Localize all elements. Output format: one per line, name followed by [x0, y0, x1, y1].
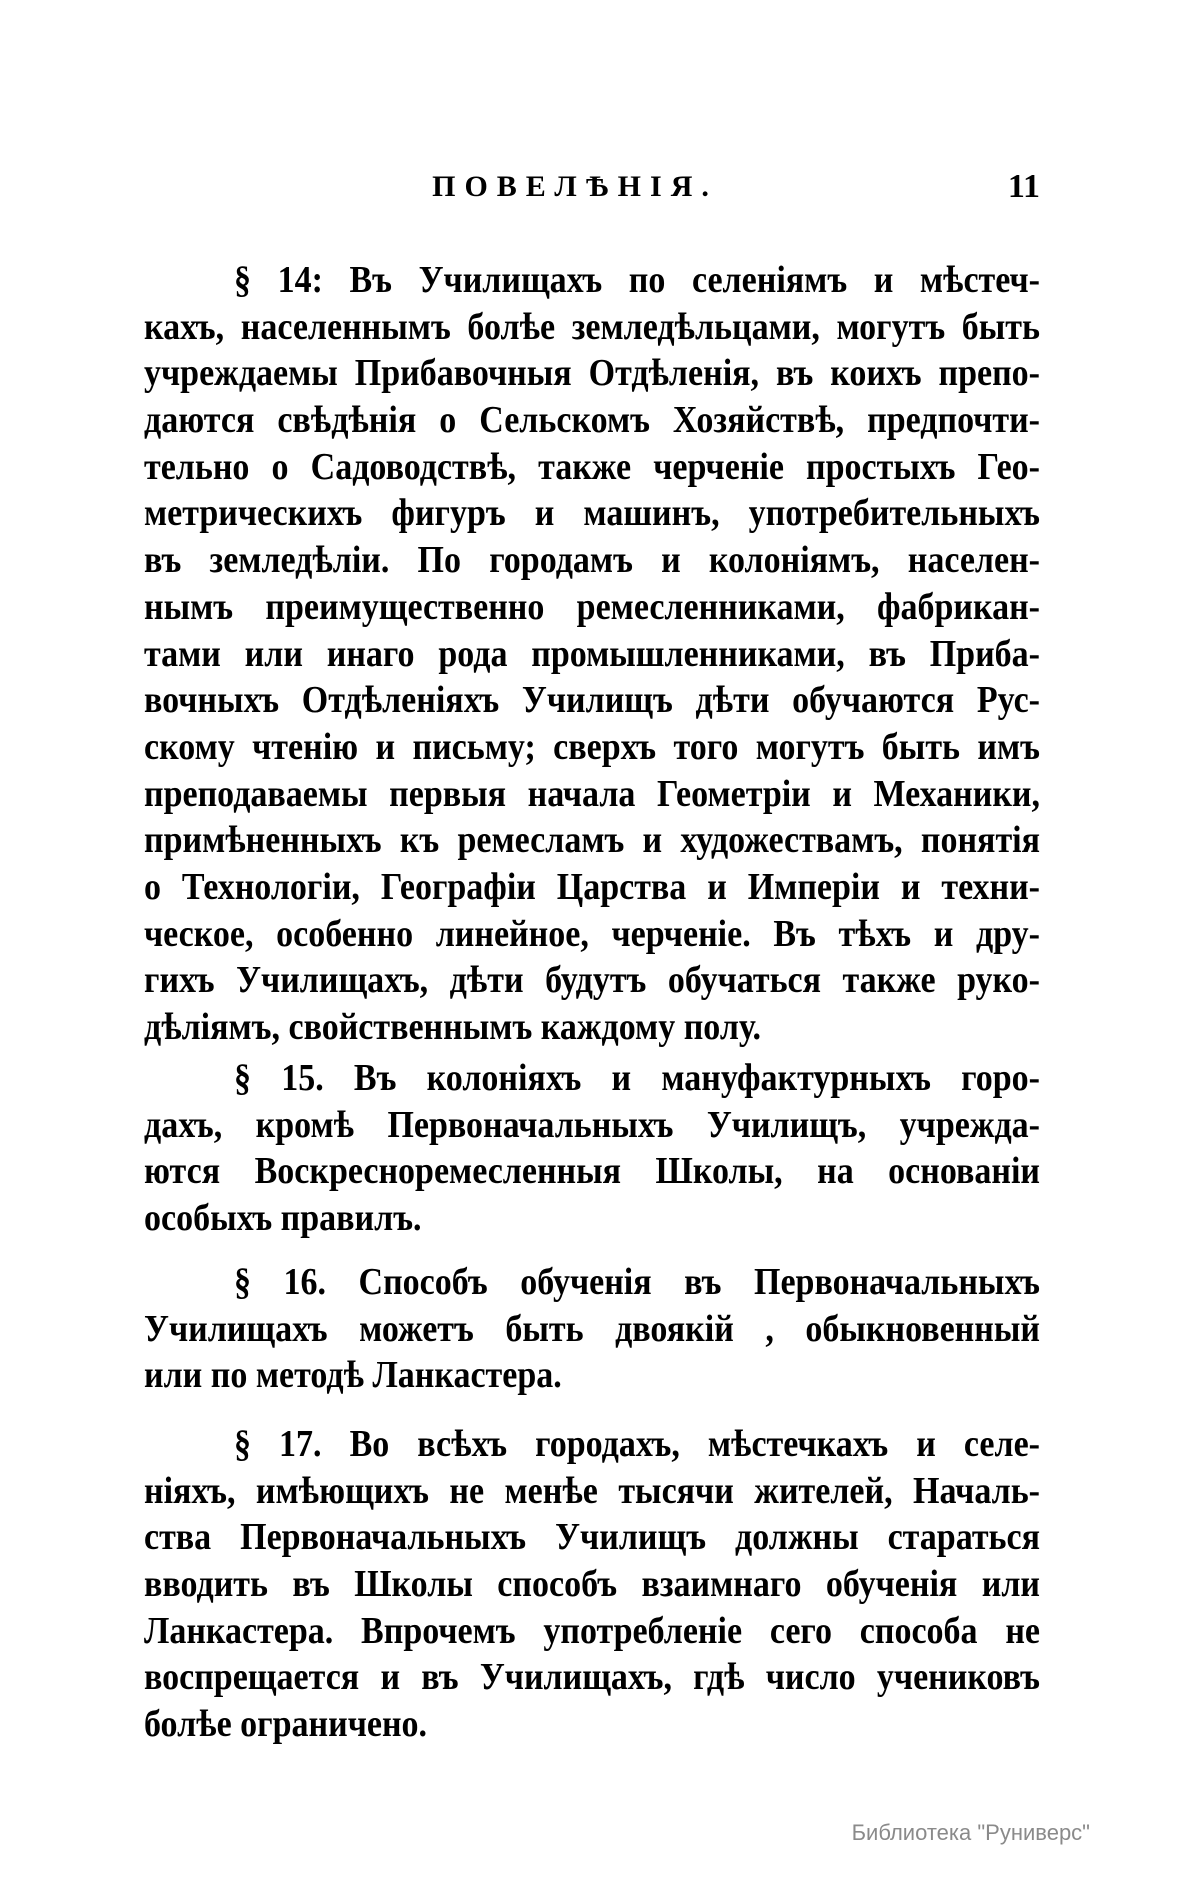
- text-line: о Технологіи, Географіи Царства и Имперіи и техни-: [144, 866, 1040, 909]
- text-line: ства Первоначальныхъ Училищъ должны стараться: [144, 1517, 1040, 1559]
- text-line: болѣе ограничено.: [144, 1703, 428, 1746]
- paragraph-15: [144, 1056, 1040, 1243]
- text-line: кахъ, населеннымъ болѣе земледѣльцами, могутъ быть: [144, 306, 1040, 348]
- text-line: нымъ преимущественно ремесленниками, фабрикан-: [144, 586, 1040, 628]
- text-line: Училищахъ можетъ быть двоякій , обыкновенный: [144, 1308, 1040, 1350]
- text-line: преподаваемы первыя начала Геометріи и Механики,: [144, 773, 1040, 815]
- text-line: § 14: Въ Училищахъ по селеніямъ и мѣстеч-: [234, 259, 1040, 302]
- text-line: тельно о Садоводствѣ, также черченіе простыхъ Гео-: [144, 446, 1040, 488]
- text-line: воспрещается и въ Училищахъ, гдѣ число учениковъ: [144, 1657, 1040, 1699]
- paragraph-14: [144, 258, 1040, 1052]
- text-line: или по методѣ Ланкастера.: [144, 1355, 562, 1397]
- text-line: особыхъ правилъ.: [144, 1197, 422, 1240]
- text-line: тами или инаго рода промышленниками, въ Приба-: [144, 633, 1040, 675]
- text-line: примѣненныхъ къ ремесламъ и художествамъ, понятія: [144, 819, 1040, 862]
- text-line: даются свѣдѣнія о Сельскомъ Хозяйствѣ, предпочти-: [144, 399, 1040, 442]
- text-line: скому чтенію и письму; сверхъ того могутъ быть имъ: [144, 726, 1040, 768]
- paragraph-16: [144, 1260, 1040, 1400]
- text-line: ются Воскресноремесленныя Школы, на основаніи: [144, 1151, 1040, 1193]
- text-line: § 15. Въ колоніяхъ и мануфактурныхъ горо-: [234, 1057, 1040, 1100]
- running-header-title: ПОВЕЛѢНІЯ.: [432, 170, 718, 203]
- paragraph-17: [144, 1422, 1040, 1749]
- text-line: ческое, особенно линейное, черченіе. Въ тѣхъ и дру-: [144, 913, 1040, 955]
- page-number: 11: [1007, 168, 1040, 205]
- text-line: § 17. Во всѣхъ городахъ, мѣстечкахъ и селе-: [234, 1423, 1040, 1466]
- text-line: учреждаемы Прибавочныя Отдѣленія, въ коихъ препо-: [144, 353, 1040, 395]
- text-line: ніяхъ, имѣющихъ не менѣе тысячи жителей, Началь-: [144, 1470, 1040, 1512]
- text-line: въ земледѣліи. По городамъ и колоніямъ, населен-: [144, 539, 1040, 582]
- text-line: дахъ, кромѣ Первоначальныхъ Училищъ, учрежда-: [144, 1104, 1040, 1146]
- text-line: вводить въ Школы способъ взаимнаго обученія или: [144, 1563, 1040, 1606]
- text-line: дѣліямъ, свойственнымъ каждому полу.: [144, 1006, 762, 1049]
- text-line: Ланкастера. Впрочемъ употребленіе сего способа не: [144, 1610, 1040, 1652]
- text-line: метрическихъ фигуръ и машинъ, употребительныхъ: [144, 493, 1040, 535]
- text-line: гихъ Училищахъ, дѣти будутъ обучаться также руко-: [144, 959, 1040, 1002]
- text-line: § 16. Способъ обученія въ Первоначальныхъ: [234, 1261, 1040, 1304]
- text-line: вочныхъ Отдѣленіяхъ Училищъ дѣти обучаются Рус-: [144, 679, 1040, 722]
- library-watermark: Библиотека "Руниверс": [851, 1820, 1090, 1845]
